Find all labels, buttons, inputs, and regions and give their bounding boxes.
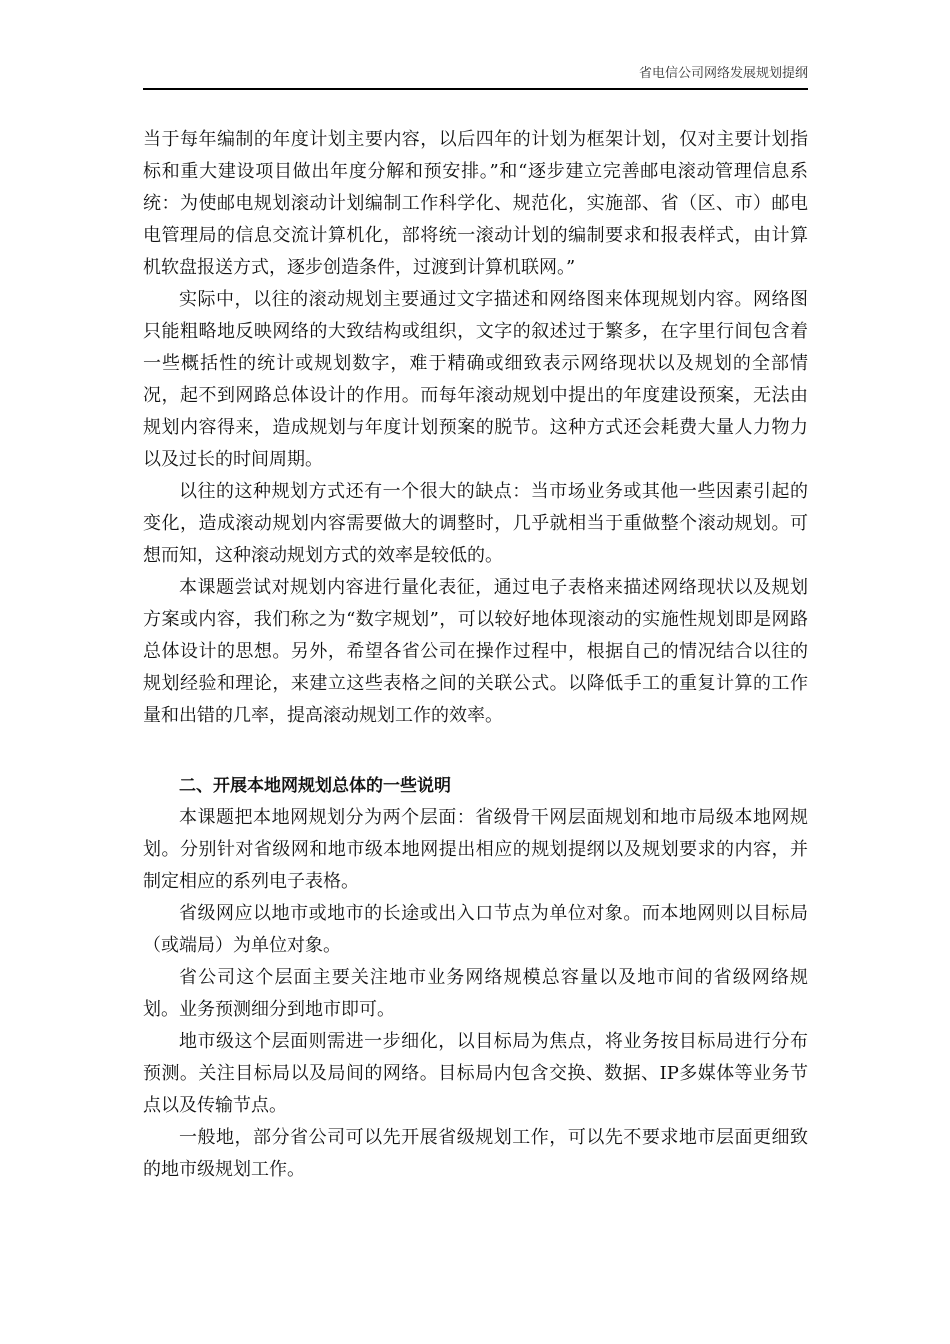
document-body: [143, 124, 808, 1186]
paragraph-unit-objects: 省级网应以地市或地市的长途或出入口节点为单位对象。而本地网则以目标局（或端局）为单位对象。: [143, 903, 808, 956]
paragraph-city-level: 地市级这个层面则需进一步细化，以目标局为焦点，将业务按目标局进行分布预测。关注目标局以及局间的网络。目标局内包含交换、数据、IP多媒体等业务节点以及传输节点。: [143, 1031, 808, 1116]
paragraph-rolling-plan-practice: 实际中，以往的滚动规划主要通过文字描述和网络图来体现规划内容。网络图只能粗略地反映网络的大致结构或组织，文字的叙述过于繁多，在字里行间包含着一些概括性的统计或规划数字，难于精确或细致表示网络现状以及规划的全部情况，起不到网路总体设计的作用。而每年滚动规划中提出的年度建设预案，无法由规划内容得来，造成规划与年度计划预案的脱节。这种方式还会耗费大量人力物力以及过长的时间周期。: [143, 289, 808, 470]
paragraph-continuation: 当于每年编制的年度计划主要内容，以后四年的计划为框架计划，仅对主要计划指标和重大建设项目做出年度分解和预安排。”和“逐步建立完善邮电滚动管理信息系统：为使邮电规划滚动计划编制工作科学化、规范化，实施部、省（区、市）邮电电管理局的信息交流计算机化，部将统一滚动计划的编制要求和报表样式，由计算机软盘报送方式，逐步创造条件，过渡到计算机联网。”: [143, 129, 808, 278]
section-heading: 二、开展本地网规划总体的一些说明: [179, 776, 451, 796]
paragraph-digital-planning: 本课题尝试对规划内容进行量化表征，通过电子表格来描述网络现状以及规划方案或内容，我们称之为“数字规划”，可以较好地体现滚动的实施性规划即是网路总体设计的思想。另外，希望各省公司在操作过程中，根据自己的情况结合以往的规划经验和理论，来建立这些表格之间的关联公式。以降低手工的重复计算的工作量和出错的几率，提高滚动规划工作的效率。: [143, 577, 808, 726]
page-header: [143, 60, 808, 90]
paragraph-general-approach: 一般地，部分省公司可以先开展省级规划工作，可以先不要求地市层面更细致的地市级规划工作。: [143, 1127, 808, 1180]
paragraph-plan-drawback: 以往的这种规划方式还有一个很大的缺点：当市场业务或其他一些因素引起的变化，造成滚动规划内容需要做大的调整时，几乎就相当于重做整个滚动规划。可想而知，这种滚动规划方式的效率是较低的。: [143, 481, 808, 566]
paragraph-provincial-focus: 省公司这个层面主要关注地市业务网络规模总容量以及地市间的省级网络规划。业务预测细分到地市即可。: [143, 967, 808, 1020]
header-title: 省电信公司网络发展规划提纲: [638, 66, 808, 81]
paragraph-two-levels: 本课题把本地网规划分为两个层面：省级骨干网层面规划和地市局级本地网规划。分别针对省级网和地市级本地网提出相应的规划提纲以及规划要求的内容，并制定相应的系列电子表格。: [143, 807, 808, 892]
